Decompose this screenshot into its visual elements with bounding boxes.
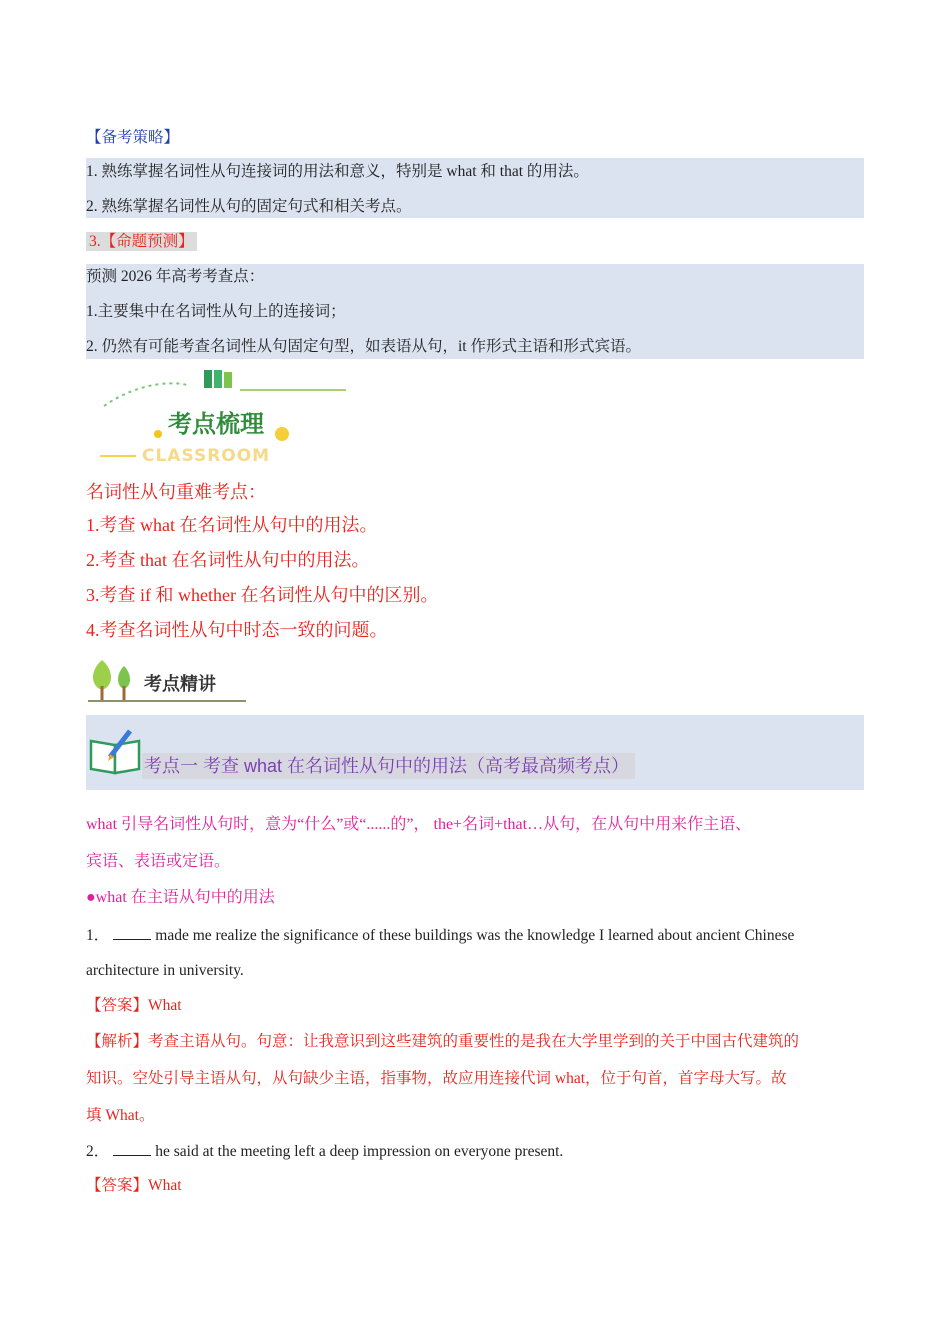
prediction-item-2: 2. 仍然有可能考查名词性从句固定句型，如表语从句，it 作形式主语和形式宾语。 [86, 338, 641, 355]
classroom-banner-subtitle: CLASSROOM [142, 446, 271, 466]
prediction-heading: 3.【命题预测】 [86, 232, 197, 252]
question-1-analysis-line3: 填 What。 [86, 1107, 155, 1124]
question-2-blank [113, 1141, 151, 1156]
question-1-number: 1． [86, 927, 110, 944]
question-1-analysis-line2: 知识。空处引导主语从句，从句缺少主语，指事物，故应用连接代词 what，位于句首，首字母大写。故 [86, 1070, 787, 1087]
question-2-line1 [86, 1141, 563, 1162]
strategy-heading: 【备考策略】 [86, 129, 180, 146]
question-1-line2: architecture in university. [86, 962, 244, 979]
answer-value: What [148, 997, 182, 1014]
analysis-text: 考查主语从句。句意：让我意识到这些建筑的重要性的是我在大学里学到的关于中国古代建筑的 [148, 1033, 800, 1050]
question-1-blank [113, 925, 151, 940]
keypoint-4: 4.考查名词性从句中时态一致的问题。 [86, 620, 388, 640]
question-1-text: made me realize the significance of these buildings was the knowledge I learned about ancient Chinese [155, 927, 795, 944]
section1-title: 考点一 考查 what 在名词性从句中的用法（高考最高频考点） [142, 753, 635, 779]
keypoint-1: 1.考查 what 在名词性从句中的用法。 [86, 515, 378, 535]
keypoint-3: 3.考查 if 和 whether 在名词性从句中的区别。 [86, 585, 439, 605]
question-2-text: he said at the meeting left a deep impression on everyone present. [155, 1143, 564, 1160]
answer-label: 【答案】 [86, 997, 149, 1014]
question-2-number: 2． [86, 1143, 110, 1160]
lecture-banner [88, 658, 248, 704]
strategy-item-1: 1. 熟练掌握名词性从句连接词的用法和意义，特别是 what 和 that 的用法。 [86, 163, 589, 180]
answer-value: What [148, 1177, 182, 1194]
lecture-banner-title: 考点精讲 [144, 674, 216, 695]
classroom-banner-title: 考点梳理 [168, 410, 264, 438]
prediction-intro: 预测 2026 年高考考查点： [86, 268, 265, 285]
question-1-line1 [86, 925, 794, 946]
keypoints-intro: 名词性从句重难考点： [86, 482, 266, 502]
question-1-analysis-line1 [86, 1032, 799, 1052]
answer-label: 【答案】 [86, 1177, 149, 1194]
section1-desc-line2: 宾语、表语或定语。 [86, 853, 231, 870]
open-book-pen-icon [88, 727, 144, 775]
section1-band [86, 715, 864, 790]
analysis-label: 【解析】 [86, 1033, 149, 1050]
classroom-banner [100, 364, 360, 469]
section1-sub-heading: ●what 在主语从句中的用法 [86, 889, 275, 906]
question-2-answer [86, 1176, 182, 1196]
strategy-item-2: 2. 熟练掌握名词性从句的固定句式和相关考点。 [86, 198, 412, 215]
section1-desc-line1: what 引导名词性从句时，意为“什么”或“......的”， the+名词+that…从句，在从句中用来作主语、 [86, 816, 752, 833]
question-1-answer [86, 996, 182, 1016]
prediction-item-1: 1.主要集中在名词性从句上的连接词； [86, 303, 346, 320]
keypoint-2: 2.考查 that 在名词性从句中的用法。 [86, 550, 370, 570]
